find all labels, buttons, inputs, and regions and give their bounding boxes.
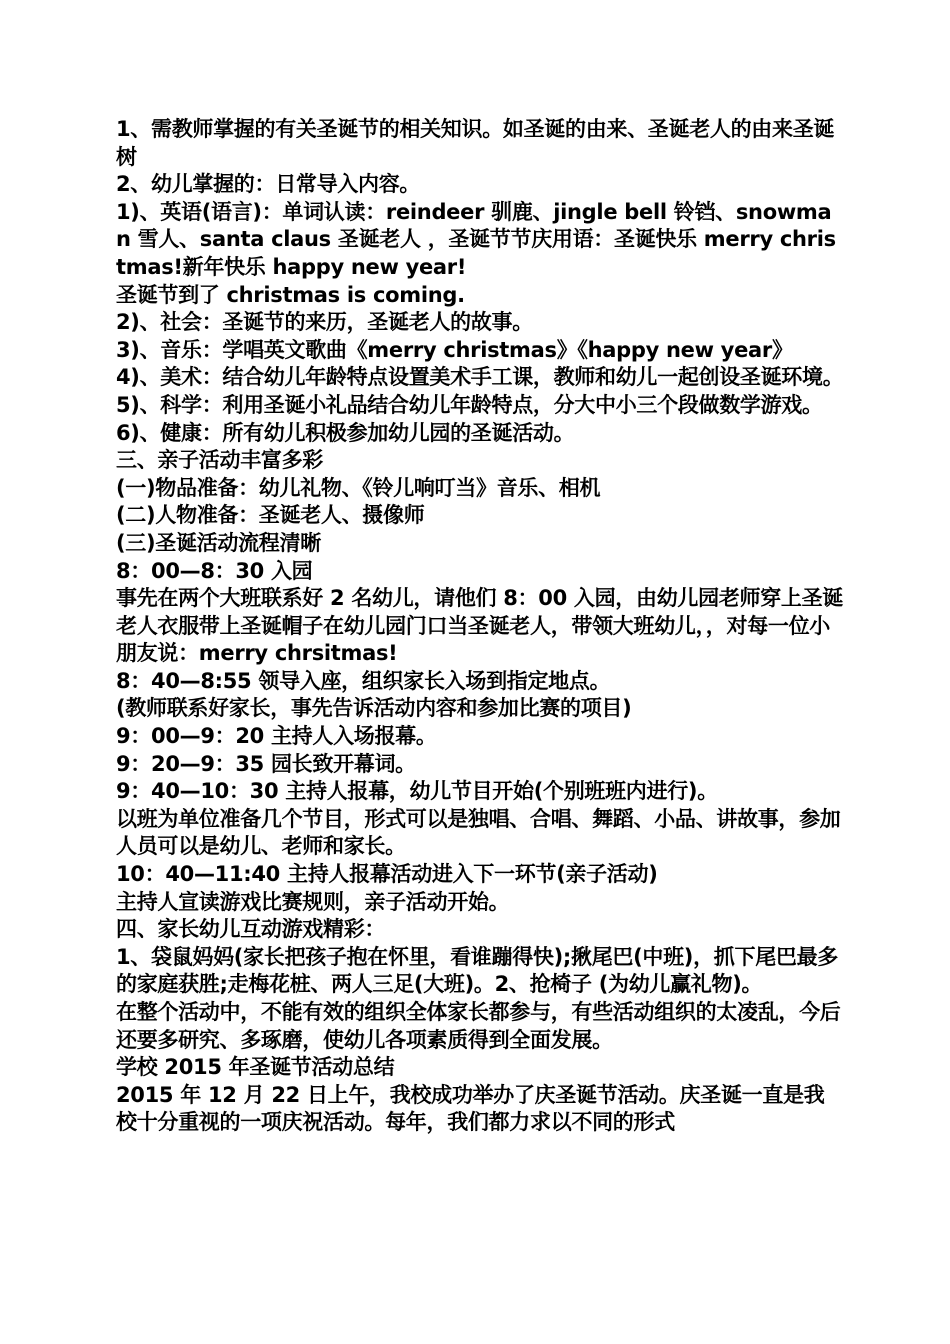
paragraph: 2)、社会：圣诞节的来历，圣诞老人的故事。 xyxy=(116,310,533,335)
paragraph: 6)、健康：所有幼儿积极参加幼儿园的圣诞活动。 xyxy=(116,420,575,445)
schedule-time: 9：20—9：35 园长致开幕词。 xyxy=(116,751,416,776)
schedule-time: 9：40—10：30 主持人报幕，幼儿节目开始(个别班班内进行)。 xyxy=(116,779,718,804)
paragraph: 4)、美术：结合幼儿年龄特点设置美术手工课，教师和幼儿一起创设圣诞环境。 xyxy=(116,365,844,390)
schedule-time: 9：00—9：20 主持人入场报幕。 xyxy=(116,724,437,749)
paragraph: 2、幼儿掌握的：日常导入内容。 xyxy=(116,172,421,197)
paragraph: 事先在两个大班联系好 2 名幼儿，请他们 8：00 入园，由幼儿园老师穿上圣诞老人衣服带上圣诞帽子在幼儿园门口当圣诞老人，带领大班幼儿，，对每一位小朋友说：merry chrsitmas! xyxy=(116,586,843,666)
paragraph: 圣诞节到了 christmas is coming. xyxy=(116,282,465,307)
paragraph: (二)人物准备：圣诞老人、摄像师 xyxy=(116,503,425,528)
paragraph: 1、需教师掌握的有关圣诞节的相关知识。如圣诞的由来、圣诞老人的由来圣诞树 xyxy=(116,117,835,169)
paragraph: 3)、音乐：学唱英文歌曲《merry christmas》《happy new year》 xyxy=(116,337,793,362)
paragraph: 以班为单位准备几个节目，形式可以是独唱、合唱、舞蹈、小品、讲故事，参加人员可以是幼儿、老师和家长。 xyxy=(116,806,841,859)
paragraph: 1、袋鼠妈妈(家长把孩子抱在怀里，看谁蹦得快);揪尾巴(中班)，抓下尾巴最多的家庭获胜;走梅花桩、两人三足(大班)。2、抢椅子 (为幼儿赢礼物)。 xyxy=(116,944,838,997)
document-body xyxy=(116,116,844,1137)
paragraph: 5)、科学：利用圣诞小礼品结合幼儿年龄特点，分大中小三个段做数学游戏。 xyxy=(116,392,823,417)
paragraph: (三)圣诞活动流程清晰 xyxy=(116,530,321,555)
section-heading: 四、家长幼儿互动游戏精彩： xyxy=(116,917,386,942)
paragraph: 在整个活动中，不能有效的组织全体家长都参与，有些活动组织的太凌乱，今后还要多研究、多琢磨，使幼儿各项素质得到全面发展。 xyxy=(116,1000,841,1052)
schedule-time: 10：40—11:40 主持人报幕活动进入下一环节(亲子活动) xyxy=(116,862,658,887)
section-heading: 三、亲子活动丰富多彩 xyxy=(116,448,323,473)
document-title: 学校 2015 年圣诞节活动总结 xyxy=(116,1055,395,1080)
paragraph: 2015 年 12 月 22 日上午，我校成功举办了庆圣诞节活动。庆圣诞一直是我校十分重视的一项庆祝活动。每年，我们都力求以不同的形式 xyxy=(116,1082,825,1135)
schedule-time: 8：40—8:55 领导入座，组织家长入场到指定地点。 xyxy=(116,668,611,693)
paragraph: (教师联系好家长，事先告诉活动内容和参加比赛的项目) xyxy=(116,696,632,721)
paragraph: 主持人宣读游戏比赛规则，亲子活动开始。 xyxy=(116,889,510,914)
paragraph: 1)、英语(语言)：单词认读：reindeer 驯鹿、jingle bell 铃铛、snowman 雪人、santa claus 圣诞老人 ，圣诞节节庆用语：圣诞快乐 merry christmas!新年快乐 happy new year! xyxy=(116,199,836,279)
schedule-time: 8：00—8：30 入园 xyxy=(116,558,313,583)
paragraph: (一)物品准备：幼儿礼物、《铃儿响叮当》音乐、相机 xyxy=(116,475,601,500)
